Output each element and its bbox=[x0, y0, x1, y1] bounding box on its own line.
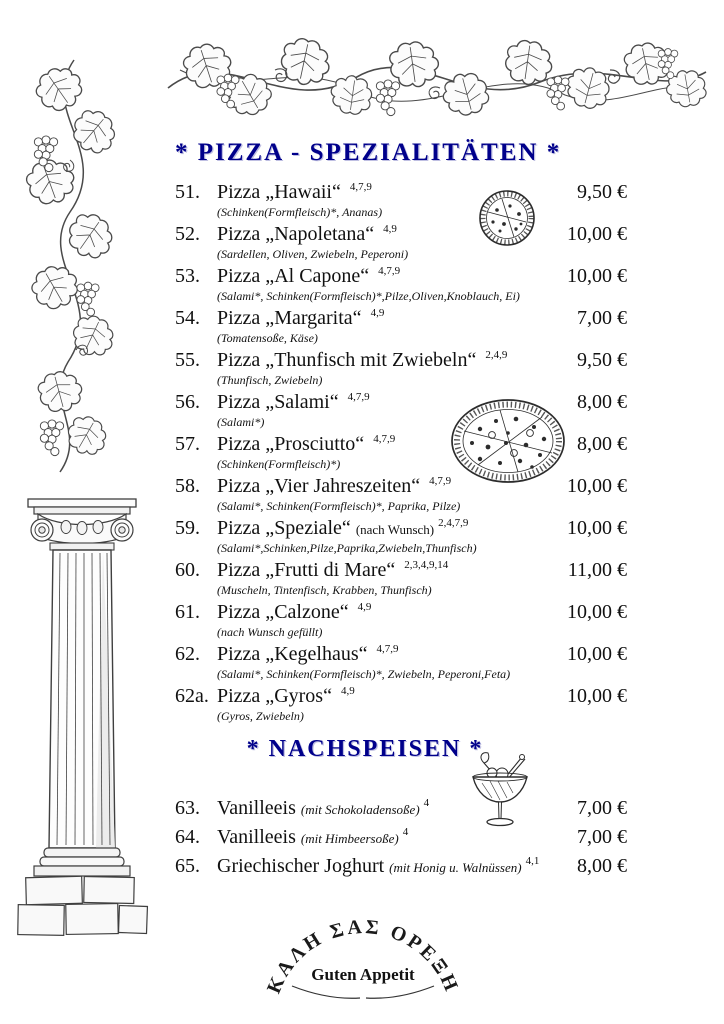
item-price: 8,00 € bbox=[577, 391, 627, 413]
flourish-right bbox=[366, 986, 434, 998]
item-number: 63. bbox=[175, 797, 200, 819]
item-text bbox=[217, 265, 553, 304]
item-name-line bbox=[217, 855, 553, 879]
menu-item-row bbox=[175, 349, 627, 388]
item-name: Pizza „Calzone“ bbox=[217, 601, 349, 623]
item-text bbox=[217, 685, 553, 724]
menu-item-row bbox=[175, 307, 627, 346]
item-allergen-codes: 4,1 bbox=[525, 855, 540, 868]
item-price: 11,00 € bbox=[567, 559, 627, 581]
item-name-line bbox=[217, 475, 553, 499]
item-text bbox=[217, 643, 553, 682]
item-number: 58. bbox=[175, 475, 200, 497]
item-ingredients: (nach Wunsch gefüllt) bbox=[217, 625, 323, 639]
item-name: Pizza „Al Capone“ bbox=[217, 265, 370, 287]
item-ingredients: (Tomatensoße, Käse) bbox=[217, 331, 318, 345]
menu-item-row bbox=[175, 643, 627, 682]
item-ingredients: (Muscheln, Tintenfisch, Krabben, Thunfisch) bbox=[217, 583, 432, 597]
menu-item-row bbox=[175, 223, 627, 262]
menu-item-row bbox=[175, 517, 627, 556]
menu-item-row bbox=[175, 181, 627, 220]
item-number: 53. bbox=[175, 265, 200, 287]
item-number: 56. bbox=[175, 391, 200, 413]
menu-item-row bbox=[175, 265, 627, 304]
item-name: Vanilleeis bbox=[217, 826, 296, 848]
item-number: 65. bbox=[175, 855, 200, 877]
item-number: 54. bbox=[175, 307, 200, 329]
menu-item-row bbox=[175, 685, 627, 724]
item-name: Pizza „Gyros“ bbox=[217, 685, 332, 707]
item-allergen-codes: 4,7,9 bbox=[378, 265, 401, 278]
item-text bbox=[217, 391, 553, 430]
dessert-item-row bbox=[175, 797, 627, 821]
item-name: Pizza „Salami“ bbox=[217, 391, 339, 413]
item-name: Pizza „Vier Jahreszeiten“ bbox=[217, 475, 421, 497]
item-name-line bbox=[217, 685, 553, 709]
item-number: 57. bbox=[175, 433, 200, 455]
greek-greeting-text: ΚΑΛΗ ΣΑΣ ΟΡΕΞΗ bbox=[262, 915, 464, 997]
item-allergen-codes: 2,4,9 bbox=[485, 349, 508, 362]
item-allergen-codes: 4,7,9 bbox=[373, 433, 396, 446]
grape-vine-left-border bbox=[22, 59, 123, 472]
item-ingredients: (Salami*,Schinken,Pilze,Paprika,Zwiebeln,Thunfisch) bbox=[217, 541, 477, 555]
menu-item-row bbox=[175, 475, 627, 514]
item-name-line bbox=[217, 391, 553, 415]
item-price: 7,00 € bbox=[577, 826, 627, 848]
menu-item-row bbox=[175, 391, 627, 430]
item-name: Pizza „Prosciutto“ bbox=[217, 433, 365, 455]
item-allergen-codes: 4,7,9 bbox=[347, 391, 370, 404]
menu-item-row bbox=[175, 601, 627, 640]
menu-item-row bbox=[175, 433, 627, 472]
item-price: 10,00 € bbox=[567, 223, 627, 245]
item-detail: (mit Schokoladensoße) bbox=[300, 802, 420, 817]
item-price: 8,00 € bbox=[577, 433, 627, 455]
item-allergen-codes: 4,7,9 bbox=[376, 643, 399, 656]
item-name: Pizza „Thunfisch mit Zwiebeln“ bbox=[217, 349, 477, 371]
grape-vine-top-border bbox=[168, 35, 708, 122]
item-price: 9,50 € bbox=[577, 349, 627, 371]
item-ingredients: (Salami*) bbox=[217, 415, 265, 429]
dessert-menu-list bbox=[175, 797, 627, 879]
item-detail: (mit Honig u. Walnüssen) bbox=[389, 860, 522, 875]
item-price: 8,00 € bbox=[577, 855, 627, 877]
item-number: 62. bbox=[175, 643, 200, 665]
item-price: 7,00 € bbox=[577, 797, 627, 819]
item-allergen-codes: 2,4,7,9 bbox=[438, 517, 469, 530]
flourish-left bbox=[292, 986, 360, 998]
item-name-line bbox=[217, 601, 553, 625]
item-price: 10,00 € bbox=[567, 643, 627, 665]
item-name-line bbox=[217, 307, 553, 331]
item-allergen-codes: 4,7,9 bbox=[349, 181, 372, 194]
item-number: 59. bbox=[175, 517, 200, 539]
item-name-line bbox=[217, 181, 553, 205]
item-name: Pizza „Frutti di Mare“ bbox=[217, 559, 396, 581]
item-name: Pizza „Speziale“ bbox=[217, 517, 351, 539]
item-name-line bbox=[217, 223, 553, 247]
item-allergen-codes: 2,3,4,9,14 bbox=[404, 559, 449, 572]
item-ingredients: (Schinken(Formfleisch)*, Ananas) bbox=[217, 205, 383, 219]
svg-text:ΚΑΛΗ ΣΑΣ ΟΡΕΞΗ bbox=[263, 916, 463, 997]
dessert-item-row bbox=[175, 855, 627, 879]
item-name-line bbox=[217, 433, 553, 457]
item-price: 10,00 € bbox=[567, 685, 627, 707]
item-name-line bbox=[217, 643, 553, 667]
item-price: 10,00 € bbox=[567, 601, 627, 623]
item-number: 52. bbox=[175, 223, 200, 245]
ionic-column-illustration bbox=[18, 499, 148, 935]
item-text bbox=[217, 475, 553, 514]
item-ingredients: (Salami*, Schinken(Formfleisch)*, Zwiebeln, Peperoni,Feta) bbox=[217, 667, 511, 681]
item-note: (nach Wunsch) bbox=[355, 522, 435, 537]
item-name: Vanilleeis bbox=[217, 797, 296, 819]
item-name: Griechischer Joghurt bbox=[217, 855, 385, 877]
item-detail: (mit Himbeersoße) bbox=[300, 831, 399, 846]
item-ingredients: (Schinken(Formfleisch)*) bbox=[217, 457, 341, 471]
item-text bbox=[217, 223, 553, 262]
item-name: Pizza „Kegelhaus“ bbox=[217, 643, 368, 665]
item-allergen-codes: 4 bbox=[402, 826, 409, 839]
item-number: 61. bbox=[175, 601, 200, 623]
item-allergen-codes: 4 bbox=[423, 797, 430, 810]
item-price: 9,50 € bbox=[577, 181, 627, 203]
item-allergen-codes: 4,9 bbox=[340, 685, 355, 698]
dessert-section-title: * NACHSPEISEN * bbox=[246, 736, 484, 762]
item-ingredients: (Thunfisch, Zwiebeln) bbox=[217, 373, 323, 387]
item-number: 64. bbox=[175, 826, 200, 848]
item-price: 10,00 € bbox=[567, 475, 627, 497]
item-name: Pizza „Margarita“ bbox=[217, 307, 362, 329]
item-name-line bbox=[217, 559, 553, 583]
item-text bbox=[217, 349, 553, 388]
item-name: Pizza „Hawaii“ bbox=[217, 181, 341, 203]
item-text bbox=[217, 517, 553, 556]
item-name-line bbox=[217, 517, 553, 541]
item-ingredients: (Gyros, Zwiebeln) bbox=[217, 709, 304, 723]
item-text bbox=[217, 433, 553, 472]
item-name: Pizza „Napoletana“ bbox=[217, 223, 375, 245]
dessert-item-row bbox=[175, 826, 627, 850]
item-ingredients: (Salami*, Schinken(Formfleisch)*, Paprika, Pilze) bbox=[217, 499, 461, 513]
item-ingredients: (Salami*, Schinken(Formfleisch)*,Pilze,Oliven,Knoblauch, Ei) bbox=[217, 289, 520, 303]
item-number: 60. bbox=[175, 559, 200, 581]
item-name-line bbox=[217, 797, 553, 821]
item-number: 51. bbox=[175, 181, 200, 203]
item-number: 55. bbox=[175, 349, 200, 371]
pizza-menu-list bbox=[175, 181, 627, 724]
item-name-line bbox=[217, 349, 553, 373]
item-allergen-codes: 4,9 bbox=[383, 223, 397, 236]
menu-item-row bbox=[175, 559, 627, 598]
item-price: 7,00 € bbox=[577, 307, 627, 329]
pizza-section-title: * PIZZA - SPEZIALITÄTEN * bbox=[175, 139, 562, 166]
item-price: 10,00 € bbox=[567, 265, 627, 287]
item-allergen-codes: 4,7,9 bbox=[429, 475, 452, 488]
item-ingredients: (Sardellen, Oliven, Zwiebeln, Peperoni) bbox=[217, 247, 409, 261]
item-name-line bbox=[217, 826, 553, 850]
item-name-line bbox=[217, 265, 553, 289]
item-number: 62a. bbox=[175, 685, 209, 707]
item-allergen-codes: 4,9 bbox=[370, 307, 385, 320]
item-allergen-codes: 4,9 bbox=[357, 601, 372, 614]
menu-content bbox=[175, 139, 627, 884]
item-text bbox=[217, 181, 553, 220]
item-text bbox=[217, 307, 553, 346]
footer-greeting bbox=[263, 916, 463, 998]
german-greeting-text: Guten Appetit bbox=[311, 965, 415, 984]
item-text bbox=[217, 559, 553, 598]
item-price: 10,00 € bbox=[567, 517, 627, 539]
item-text bbox=[217, 601, 553, 640]
